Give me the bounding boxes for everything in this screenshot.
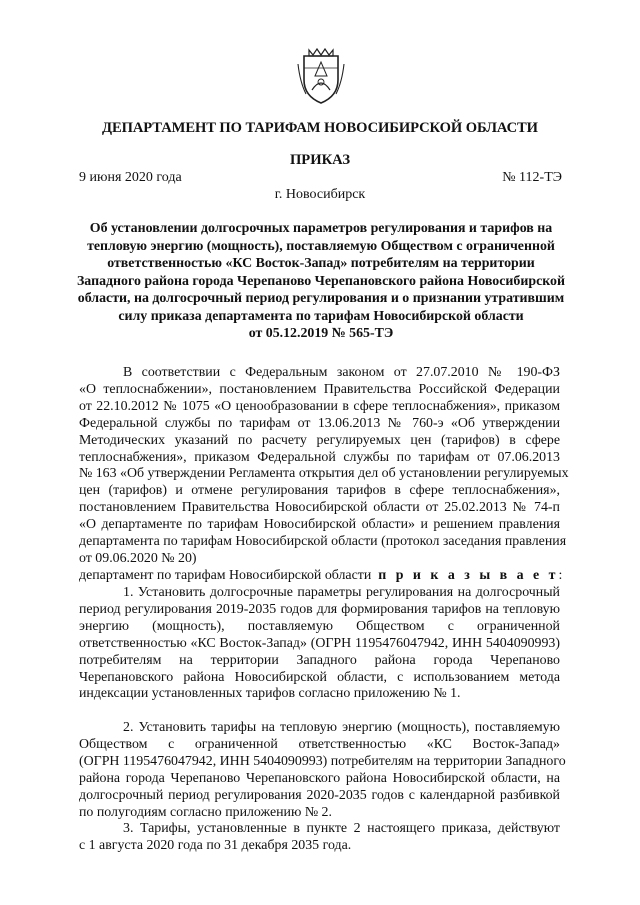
preamble-line: В соответствии с Федеральным законом от 27.07.2010 № 190-ФЗ <box>123 365 560 380</box>
item-line: района города Черепаново Черепановского района Новосибирской области, на <box>79 770 560 786</box>
item-line: 2. Установить тарифы на тепловую энергию (мощность), поставляемую <box>123 720 560 735</box>
item-2 <box>79 720 566 821</box>
order-intro-line <box>79 568 563 585</box>
preamble-line: цен (тарифов) и отмене регулирования тарифов в сфере теплоснабжения», <box>79 483 560 499</box>
title-line: ответственностью «КС Восток-Запад» потребителям на территории <box>107 256 535 271</box>
preamble-line: постановлением Правительства Новосибирской области от 25.02.2013 № 74-п <box>79 500 560 516</box>
preamble-line: департамента по тарифам Новосибирской области (протокол заседания правления <box>79 534 567 550</box>
order-city: г. Новосибирск <box>274 187 366 202</box>
item-line: по полугодиям согласно приложению № 2. <box>79 804 332 820</box>
order-date: 9 июня 2020 года <box>79 170 182 185</box>
item-line: период регулирования 2019-2035 годов для формирования тарифов на тепловую <box>79 601 560 617</box>
item-line: потребителям на территории Западного района города Черепаново <box>79 652 560 668</box>
preamble-line: «О теплоснабжении», постановлением Правительства Российской Федерации <box>79 381 560 397</box>
preamble-line: Федеральной службы по тарифам от 13.06.2013 № 760-э «Об утверждении <box>79 415 560 431</box>
item-line: индексации установленных тарифов согласно приложению № 1. <box>79 686 461 702</box>
order-number: № 112-ТЭ <box>502 170 562 185</box>
order-colon: : <box>558 568 563 583</box>
title-line: от 05.12.2019 № 565-ТЭ <box>248 326 394 341</box>
coat-of-arms-icon <box>296 46 346 106</box>
item-1 <box>79 585 560 703</box>
title-line: Об установлении долгосрочных параметров регулирования и тарифов на <box>89 221 553 236</box>
item-line: ответственностью «КС Восток-Запад» (ОГРН 1195476047942, ИНН 5404090993) <box>79 635 560 651</box>
preamble-line: от 22.10.2012 № 1075 «О ценообразовании в сфере теплоснабжения», приказом <box>79 398 560 414</box>
preamble-line: Методических указаний по расчету регулируемых цен (тарифов) в сфере <box>79 432 560 448</box>
title-line: области, на долгосрочный период регулирования и о признании утратившим <box>77 291 565 306</box>
item-line: Черепановского района Новосибирской области, с использованием метода <box>79 669 560 685</box>
item-3 <box>79 821 560 855</box>
item-line: 3. Тарифы, установленные в пункте 2 настоящего приказа, действуют <box>123 821 560 836</box>
item-line: (ОГРН 1195476047942, ИНН 5404090993) потребителям на территории Западного <box>79 753 566 769</box>
item-line: с 1 августа 2020 года по 31 декабря 2035 года. <box>79 837 352 853</box>
department-name: ДЕПАРТАМЕНТ ПО ТАРИФАМ НОВОСИБИРСКОЙ ОБЛАСТИ <box>102 120 538 136</box>
preamble-line: от 09.06.2020 № 20) <box>79 550 197 566</box>
order-intro <box>79 568 563 585</box>
preamble-line: «О департаменте по тарифам Новосибирской области» и решением правления <box>79 517 560 533</box>
order-intro-text: департамент по тарифам Новосибирской области <box>79 568 372 583</box>
order-title <box>70 220 572 343</box>
title-line: тепловую энергию (мощность), поставляемую Обществом с ограниченной <box>87 238 555 254</box>
order-word: п р и к а з ы в а е т <box>378 568 559 583</box>
item-line: долгосрочный период регулирования 2020-2035 годов с календарной разбивкой <box>79 787 560 803</box>
item-line: 1. Установить долгосрочные параметры регулирования на долгосрочный <box>123 585 560 600</box>
item-line: энергию (мощность), поставляемую Обществом с ограниченной <box>79 618 560 634</box>
title-line: Западного района города Черепаново Черепановского района Новосибирской <box>76 273 566 289</box>
item-line: Обществом с ограниченной ответственностью «КС Восток-Запад» <box>79 736 560 752</box>
preamble-line: теплоснабжения», приказом Федеральной службы по тарифам от 07.06.2013 <box>79 449 560 465</box>
preamble-line: № 163 «Об утверждении Регламента открытия дел об установлении регулируемых <box>79 466 569 482</box>
document-type: ПРИКАЗ <box>289 152 351 168</box>
title-line: силу приказа департамента по тарифам Новосибирской области <box>118 308 524 324</box>
preamble-paragraph <box>79 365 569 568</box>
